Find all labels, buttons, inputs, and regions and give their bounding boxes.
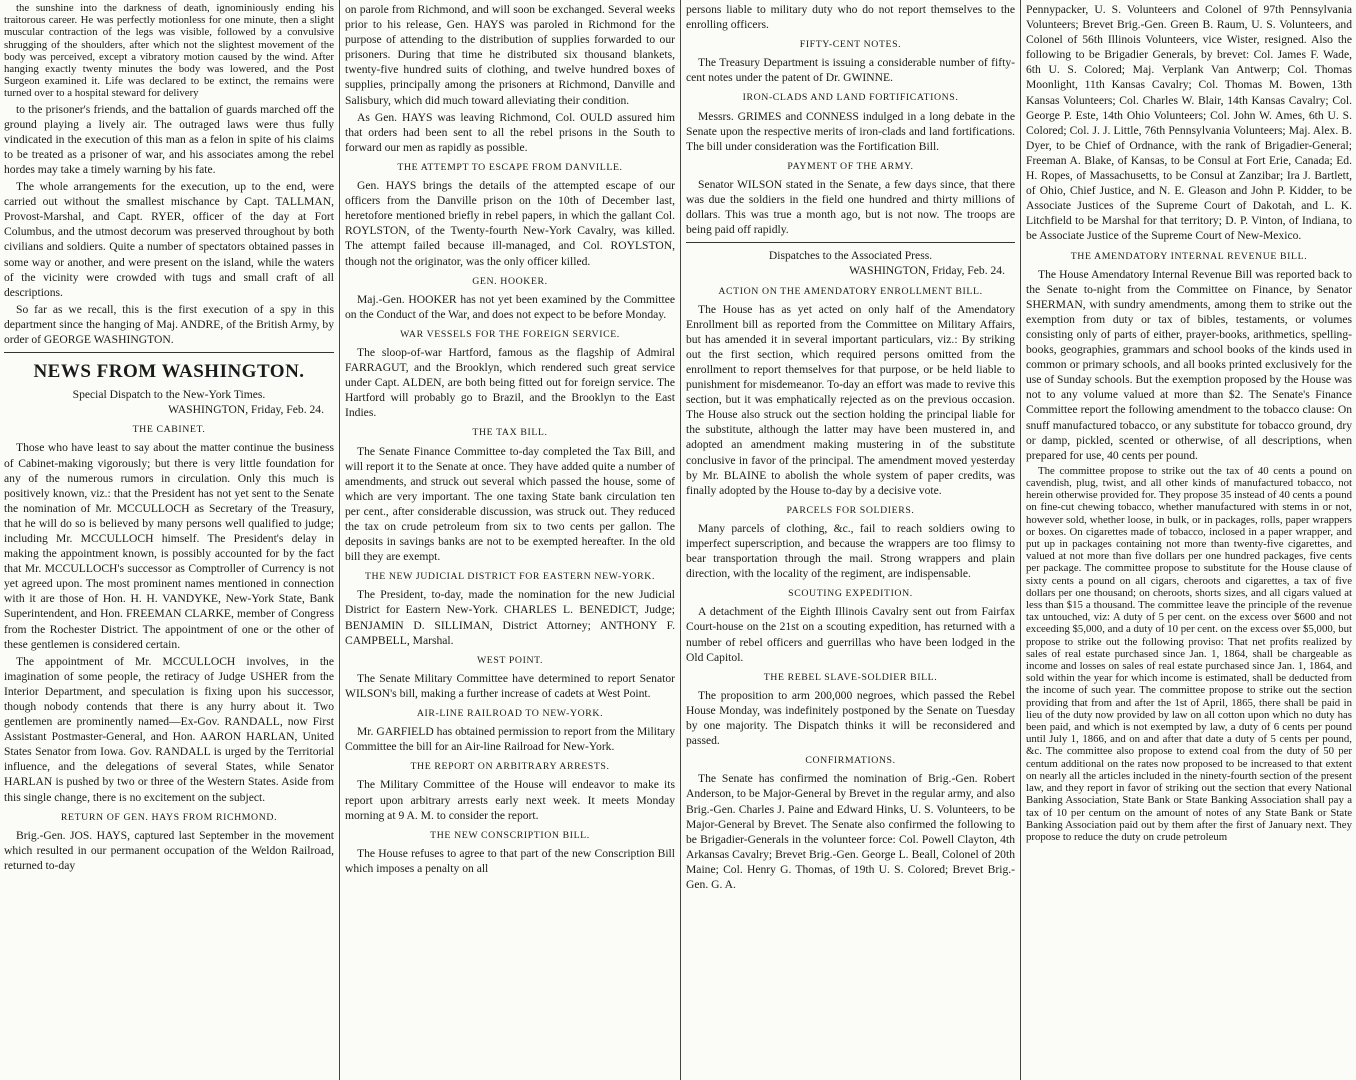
article-paragraph: The President, to-day, made the nomination for the new Judicial District for Eastern New-York. CHARLES L. BENEDICT, Judge; BENJAMIN D. SILLIMAN, District Attorney; ANTHONY F. CAMPBELL, Marshal. [345, 588, 675, 647]
article-paragraph: The sloop-of-war Hartford, famous as the flagship of Admiral FARRAGUT, and the Brooklyn, which rendered such great service under Capt. ALDEN, are both being fitted out for foreign service. The Hartford will probably go to Brazil, and the Brooklyn to the East Indies. [345, 345, 675, 420]
subheading: THE AMENDATORY INTERNAL REVENUE BILL. [1070, 250, 1308, 262]
subheading: PARCELS FOR SOLDIERS. [786, 504, 915, 516]
article-paragraph: Maj.-Gen. HOOKER has not yet been examined by the Committee on the Conduct of the War, and does not expect to be before Monday. [345, 292, 675, 321]
subheading: PAYMENT OF THE ARMY. [787, 160, 914, 172]
dispatch-line: Special Dispatch to the New-York Times. [72, 388, 266, 402]
article-paragraph: Messrs. GRIMES and CONNESS indulged in a long debate in the Senate upon the respective merits of iron-clads and land fortifications. The bill under consideration was the Fortification Bill. [686, 109, 1015, 153]
article-paragraph: on parole from Richmond, and will soon be exchanged. Several weeks prior to his release, Gen. HAYS was paroled in Richmond for the purpose of attending to the distribution of supplies forwarded to our prisoners. During that time he distributed six thousand blankets, twenty-five hundred suits of clothing, and twelve hundred boxes of supplies, principally among the prisoners at Richmond, Danville and Salisbury, which did much toward alleviating their condition. [345, 3, 675, 107]
subheading: THE REBEL SLAVE-SOLDIER BILL. [763, 671, 938, 683]
subheading: THE TAX BILL. [472, 427, 548, 439]
subheading: IRON-CLADS AND LAND FORTIFICATIONS. [742, 92, 959, 104]
column-rule [680, 0, 681, 1080]
article-paragraph: The proposition to arm 200,000 negroes, which passed the Rebel House Monday, was indefinitely postponed by the Senate on Tuesday by one majority. The Dispatch thinks it will be reconsidered and passed. [686, 688, 1015, 748]
article-paragraph: the sunshine into the darkness of death, ignominiously ending his traitorous career. He was perfectly motionless for one minute, then a slight muscular contraction of the legs was visible, followed by a convulsive shrugging of the shoulders, after which not the slightest movement of the body was perceived, except a vibratory motion caused by the wind. After hanging exactly twenty minutes the body was lowered, and the Post Surgeon examined it. Life was declared to be extinct, the remains were turned over to a hospital steward for delivery [4, 2, 334, 100]
article-paragraph: Mr. GARFIELD has obtained permission to report from the Military Committee the bill for an Air-line Railroad for New-York. [345, 725, 675, 754]
article-paragraph: The Senate has confirmed the nomination of Brig.-Gen. Robert Anderson, to be Major-General by Brevet in the regular army, and also Brig.-Gen. Charles J. Paine and Edward Hinks, U. S. Volunteers, to be Major-General by Brevet. The Senate also confirmed the following to be Brigadier-Generals in the volunteer force: Col. Powell Clayton, 4th Arkansas Cavalry; Brevet Brig.-Gen. George L. Beall, Colonel of 20th Maine; Col. Henry G. Thomas, of 19th U. S. Colored; Brevet Brig.-Gen. G. A. [686, 772, 1015, 891]
article-paragraph: The House Amendatory Internal Revenue Bill was reported back to the Senate to-night from the Committee on Finance, by Senator SHERMAN, with sundry amendments, among them to strike out the exemption from duty or tax of bibles, testaments, or volumes consisting only of parts of either, prayer-books, arithmetics, spelling-books, geographies, grammars and school books of the kinds used in common or primary schools, and all books printed exclusively for the use of Sunday schools. But the exemption proposed by the House was not to any volume valued at more than $2. The Senate's Finance Committee report the following amendment to the tobacco clause: On snuff manufactured tobacco, or any substitute for tobacco ground, dry or damp, pickled, scented or otherwise, of all descriptions, when prepared for use, 40 cents per pound. [1026, 267, 1352, 462]
article-paragraph: The whole arrangements for the execution, up to the end, were carried out without the smallest mischance by Capt. TALLMAN, Provost-Marshal, and Capt. RYER, officer of the day at Fort Columbus, and the utmost decorum was preserved throughout by both civilians and soldiers. Quite a number of spectators obtained passes in some way or another, and were present on the island, while the waters of the vicinity were crowded with tugs and small craft of all descriptions. [4, 180, 334, 299]
article-paragraph: The committee propose to strike out the tax of 40 cents a pound on cavendish, plug, twist, and all other kinds of manufactured tobacco, not herein otherwise provided for. They propose 35 instead of 40 cents a pound on fine-cut chewing tobacco, whether manufactured with stems in or not, however sold, whether loose, in bulk, or in packages, rolls, paper wrappers or boxes. On cigarettes made of tobacco, inclosed in a paper wrapper, and put up in packages containing not more than twenty-five cigarettes, and valued at not more than five dollars per one hundred packages, five cents per package. The committee propose to substitute for the House clause of sixty cents a pound on all cigars, cheroots and cigarettes, a tax of five dollars per one thousand; on cheroots, shorts sizes, and all cigars valued at less than $15 a thousand. The committee leave the principle of the revenue tax untouched, viz: A duty of 5 per cent. on the excess over $600 and not exceeding $5,000, and a duty of 10 per cent. on the excess over $5,000, but propose to strike out the following proviso: That net profits realized by sales of real estate purchased since Jan. 1, 1864, shall be chargeable as income and losses on sales of real estate purchased since Jan. 1, 1864, and sold within the year for which income is estimated, shall be deducted from the income of such year. The committee propose to strike out the section providing that from and after the 1st of April, 1865, there shall be paid in lieu of the duty now provided by law on all cotton upon which no duty has been paid, and which is not exempted by law, a duty of 6 cents per pound until July 1, 1866, and on and after that date a duty of 5 cents per pound, &c. The committee also propose to extend coal from the duty of 50 per centum additional on the rates now proposed to be increased to that extent on nearly all the articles included in the ninety-fourth section of the present law, and they report in favor of striking out the section that every National Banking Association, State Bank or State Banking Association shall pay a tax of 10 per centum on the amount of notes of any State Bank or State Banking Association paid out by them after the first of January next. They propose to reduce the duty on crude petroleum [1026, 464, 1352, 843]
subheading: THE ATTEMPT TO ESCAPE FROM DANVILLE. [397, 161, 623, 173]
column-4 [1022, 0, 1356, 1080]
article-paragraph: Senator WILSON stated in the Senate, a few days since, that there was due the soldiers in the field one hundred and thirty millions of dollars. This was true a month ago, but is not now. The troops are being paid off rapidly. [686, 177, 1015, 237]
dateline: WASHINGTON, Friday, Feb. 24. [168, 403, 324, 417]
section-divider [686, 242, 1015, 243]
subheading: GEN. HOOKER. [472, 275, 548, 287]
dispatch-line: Dispatches to the Associated Press. [768, 249, 933, 263]
article-paragraph: The Military Committee of the House will endeavor to make its report upon arbitrary arrests early next week. It meets Monday morning at 9 A. M. to consider the report. [345, 778, 675, 822]
subheading: THE REPORT ON ARBITRARY ARRESTS. [410, 761, 610, 773]
section-divider [4, 352, 334, 353]
column-rule [1020, 0, 1021, 1080]
article-paragraph: The Treasury Department is issuing a considerable number of fifty-cent notes under the patent of Dr. GWINNE. [686, 56, 1015, 85]
article-paragraph: The Senate Military Committee have determined to report Senator WILSON's bill, making a further increase of cadets at West Point. [345, 671, 675, 700]
subheading: THE NEW JUDICIAL DISTRICT FOR EASTERN NEW-YORK. [364, 571, 656, 583]
column-rule [339, 0, 340, 1080]
article-paragraph: The House refuses to agree to that part of the new Conscription Bill which imposes a penalty on all [345, 846, 675, 875]
article-paragraph: to the prisoner's friends, and the battalion of guards marched off the ground playing a lively air. The outraged laws were thus fully vindicated in the execution of this man as a felon in spite of his claims to be treated as a prisoner of war, and his associates among the rebel hordes may take a timely warning by his fate. [4, 102, 334, 176]
column-2 [341, 0, 679, 1080]
article-paragraph: Pennypacker, U. S. Volunteers and Colonel of 97th Pennsylvania Volunteers; Brevet Brig.-Gen. Green B. Raum, U. S. Volunteers, and Colonel of 56th Illinois Volunteers, vice Wister, resigned. Also the following to be Brigadier Generals, by brevet: Col. James F. Wade, 6th U. S. Colored; Maj. Verplank Van Antwerp; Col. Thomas Moonlight, 11th Kansas Cavalry; Col. Thomas M. Bowen, 13th Kansas Volunteers; Col. Charles W. Blair, 14th Kansas Cavalry; Col. George P. Este, 14th Ohio Volunteers; Col. John W. Ames, 6th U. S. Colored; Col. J. J. Little, 76th Pennsylvania Volunteers; Maj. Alex. B. Dyer, to be Chief of Ordnance, with the rank of Brigadier-General; Freeman A. Blake, of Kansas, to be Consul at Fort Erie, Canada; Ed. H. Ropes, of Massachusetts, to be Consul at Zanzibar; Ira J. Bartlett, of Ohio, Chief Justice, and N. E. Gleason and John P. Kidder, to be Associate Justices of the Supreme Court of Dakotah, and L. K. Litchfield to be Marshal for that territory; D. P. Vinton, of Indiana, to be Associate Justice of the Supreme Court of New-Mexico. [1026, 3, 1352, 243]
article-paragraph: The House has as yet acted on only half of the Amendatory Enrollment bill as reported from the Committee on Military Affairs, but has amended it in several important particulars, viz.: By striking out the first section, which required persons omitted from the enrollment to report themselves for that purpose, or be held liable to punishment for misdemeanor. To-day an effort was made to revive this section, but it was emphatically rejected as on the previous occasion. The House also struck out the section holding the principal liable for the substitute, although the latter may have been mustered in, and adopted an amendment making mustering in of the substitute conclusive in favor of the principal. The amendment moved yesterday by Mr. BLAINE to abolish the whole system of paper credits, was finally adopted by the House to-day by a decisive vote. [686, 302, 1015, 497]
subheading: WEST POINT. [476, 654, 544, 666]
subheading: THE NEW CONSCRIPTION BILL. [430, 829, 590, 841]
subheading: AIR-LINE RAILROAD TO NEW-YORK. [416, 708, 604, 720]
subheading: RETURN OF GEN. HAYS FROM RICHMOND. [60, 811, 278, 823]
article-paragraph: The Senate Finance Committee to-day completed the Tax Bill, and will report it to the Senate at once. They have added quite a number of amendments, and struck out several which passed the house, some of which are very important. The one taxing State bank circulation ten per cent., after considerable discussion, was struck out. They reduced the tax on crude petroleum from six to two cents per gallon. The deposits in savings banks are not to be exempted hereafter. In the old bill they are exempt. [345, 444, 675, 564]
column-1 [0, 0, 338, 1080]
subheading: FIFTY-CENT NOTES. [799, 39, 902, 51]
article-paragraph: So far as we recall, this is the first execution of a spy in this department since the hanging of Maj. ANDRE, of the British Army, by order of GEORGE WASHINGTON. [4, 302, 334, 347]
article-paragraph: persons liable to military duty who do not report themselves to the enrolling officers. [686, 3, 1015, 32]
article-paragraph: Brig.-Gen. JOS. HAYS, captured last September in the movement which resulted in our permanent occupation of the Weldon Railroad, returned to-day [4, 828, 334, 872]
section-banner-headline: NEWS FROM WASHINGTON. [33, 361, 305, 383]
article-paragraph: The appointment of Mr. MCCULLOCH involves, in the imagination of some people, the retiracy of Judge USHER from the Interior Department, and speculation is fixing upon his successor, though nobody contends that there is any hurry about it. Two gentlemen are prominently named—Ex-Gov. RANDALL, now First Assistant Postmaster-General, and Hon. AARON HARLAN, United States Senator from Iowa. Gov. RANDALL is urged by the Territorial influence, and the delegations of several States, while Senator HARLAN is pushed by two or three of the Western States. Aside from this single change, there is no excitement on the subject. [4, 654, 334, 804]
subheading: CONFIRMATIONS. [805, 755, 896, 767]
article-paragraph: As Gen. HAYS was leaving Richmond, Col. OULD assured him that orders had been sent to all the rebel prisons in the South to forward our men as rapidly as possible. [345, 110, 675, 154]
column-3 [682, 0, 1019, 1080]
subheading: THE CABINET. [132, 424, 206, 436]
article-paragraph: Many parcels of clothing, &c., fail to reach soldiers owing to imperfect superscription, and because the wrappers are too flimsy to bear transportation through the mail. Strong wrappers and plain direction, with the locality of the regiment, are indispensable. [686, 521, 1015, 581]
subheading: ACTION ON THE AMENDATORY ENROLLMENT BILL. [718, 285, 983, 297]
article-paragraph: Those who have least to say about the matter continue the business of Cabinet-making vigorously; but there is very little foundation for any of the numerous rumors in circulation. Only this much is positively known, viz.: that the President has not yet sent to the Senate the nomination of Mr. MCCULLOCH as Secretary of the Treasury, that he will do so is believed by many persons well qualified to judge; including Mr. MCCULLOCH himself. The President's delay in making the appointment known, is possibly accounted for by the fact that Mr. MCCULLOCH's successor as Comptroller of Currency is not yet agreed upon. The most prominent names mentioned in connection with it are those of Hon. H. H. VANDYKE, New-York State, Bank Superintendent, and Hon. FREEMAN CLARKE, member of Congress from the Rochester District. The appointment of one or the other of these gentlemen is considered certain. [4, 441, 334, 651]
subheading: WAR VESSELS FOR THE FOREIGN SERVICE. [400, 328, 620, 340]
article-paragraph: Gen. HAYS brings the details of the attempted escape of our officers from the Danville prison on the 10th of December last, heretofore mentioned briefly in rebel papers, in which the gallant Col. ROYLSTON, of the Twenty-fourth New-York Cavalry, was killed. The attempt failed because ill-managed, and Col. ROYLSTON, though not the originator, was the only officer killed. [345, 179, 675, 268]
subheading: SCOUTING EXPEDITION. [788, 588, 913, 600]
article-paragraph: A detachment of the Eighth Illinois Cavalry sent out from Fairfax Court-house on the 21st on a scouting expedition, has returned with a number of rebel officers and guerrillas who have been lodged in the Old Capitol. [686, 605, 1015, 664]
dateline: WASHINGTON, Friday, Feb. 24. [849, 264, 1005, 278]
